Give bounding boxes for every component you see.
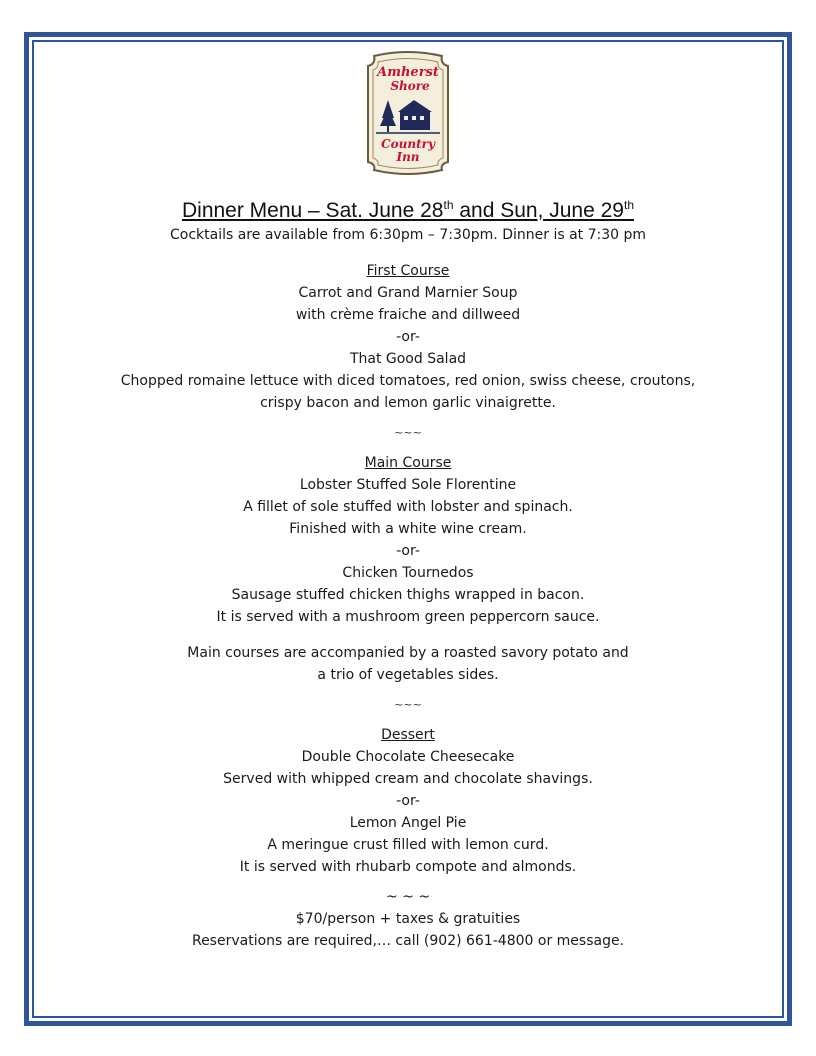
main-course-note-line2: a trio of vegetables sides. — [317, 667, 499, 683]
sole-name: Lobster Stuffed Sole Florentine — [299, 477, 517, 493]
soup-description: with crème fraiche and dillweed — [295, 307, 521, 323]
salad-description-line1: Chopped romaine lettuce with diced tomatoes, red onion, swiss cheese, croutons, — [120, 373, 696, 389]
menu-title: Dinner Menu – Sat. June 28th and Sun, June 29th — [181, 198, 634, 222]
chicken-description-line1: Sausage stuffed chicken thighs wrapped in bacon. — [231, 587, 585, 603]
separator: ~~~ — [394, 698, 422, 711]
price: $70/person + taxes & gratuities — [295, 911, 521, 927]
svg-text:Amherst: Amherst — [377, 65, 439, 80]
dessert-heading: Dessert — [381, 727, 435, 743]
menu-page — [40, 50, 776, 952]
main-course-or: -or- — [396, 543, 420, 559]
inn-logo — [360, 50, 456, 176]
salad-name: That Good Salad — [349, 351, 467, 367]
sole-description-line1: A fillet of sole stuffed with lobster and spinach. — [243, 499, 573, 515]
svg-text:Inn: Inn — [396, 150, 420, 164]
cheesecake-description: Served with whipped cream and chocolate shavings. — [223, 771, 593, 787]
reservations: Reservations are required,… call (902) 661-4800 or message. — [191, 933, 625, 949]
first-course-heading: First Course — [366, 263, 450, 279]
main-course-note-line1: Main courses are accompanied by a roasted savory potato and — [187, 645, 629, 661]
pie-name: Lemon Angel Pie — [349, 815, 467, 831]
svg-text:Country: Country — [381, 137, 435, 151]
svg-text:Shore: Shore — [390, 79, 430, 93]
main-course-heading: Main Course — [364, 455, 452, 471]
separator: ~ ~ ~ — [385, 889, 431, 905]
separator: ~~~ — [394, 426, 422, 439]
chicken-name: Chicken Tournedos — [342, 565, 474, 581]
salad-description-line2: crispy bacon and lemon garlic vinaigrette. — [260, 395, 556, 411]
pie-description-line2: It is served with rhubarb compote and almonds. — [239, 859, 577, 875]
first-course-or: -or- — [396, 329, 420, 345]
dessert-or: -or- — [396, 793, 420, 809]
chicken-description-line2: It is served with a mushroom green peppercorn sauce. — [216, 609, 600, 625]
sole-description-line2: Finished with a white wine cream. — [289, 521, 527, 537]
pie-description-line1: A meringue crust filled with lemon curd. — [267, 837, 549, 853]
cocktail-info: Cocktails are available from 6:30pm – 7:30pm. Dinner is at 7:30 pm — [169, 227, 647, 243]
cheesecake-name: Double Chocolate Cheesecake — [301, 749, 515, 765]
soup-name: Carrot and Grand Marnier Soup — [298, 285, 518, 301]
